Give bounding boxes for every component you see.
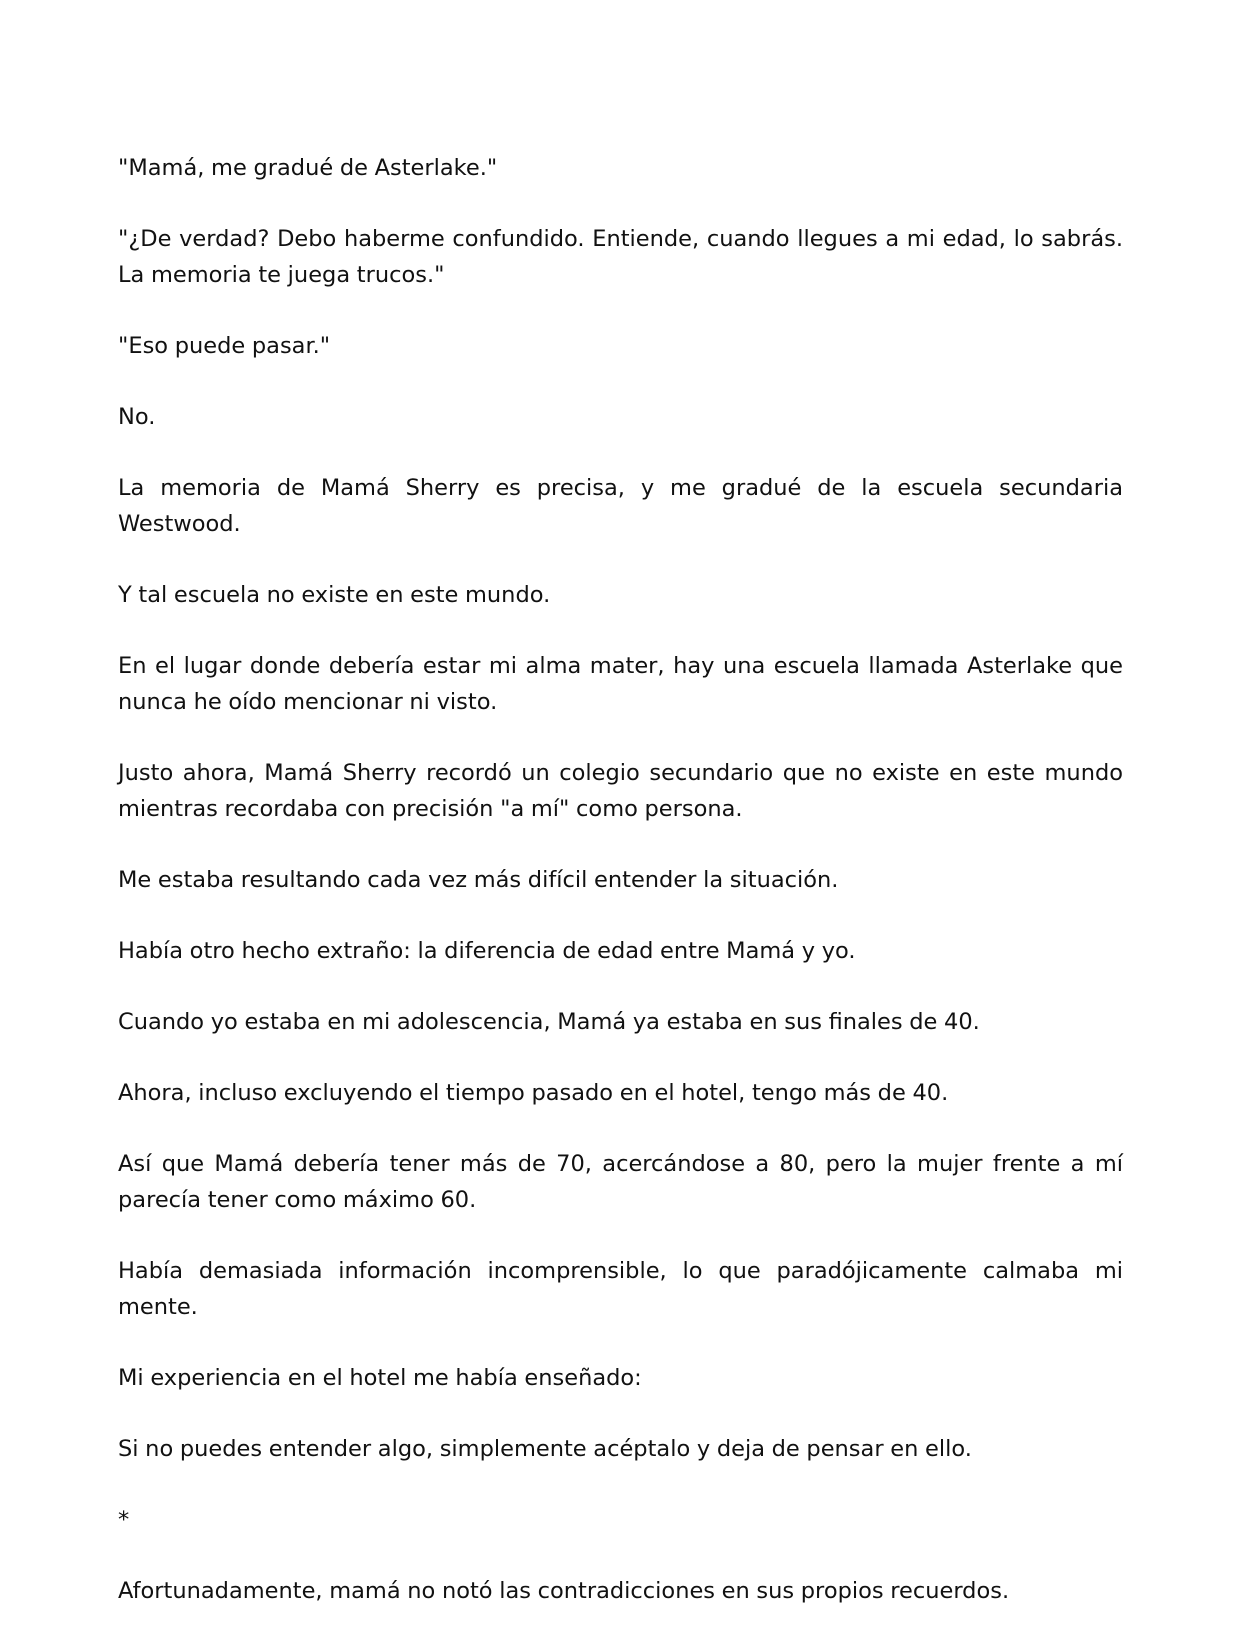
paragraph: Había demasiada información incomprensible, lo que paradójicamente calmaba mi mente. <box>118 1258 1123 1320</box>
paragraph: Afortunadamente, mamá no notó las contradicciones en sus propios recuerdos. <box>118 1578 1010 1604</box>
paragraph: Justo ahora, Mamá Sherry recordó un colegio secundario que no existe en este mundo mientras recordaba con precisión "a mí" como persona. <box>118 760 1123 822</box>
paragraph: No. <box>118 404 156 430</box>
paragraph: Así que Mamá debería tener más de 70, acercándose a 80, pero la mujer frente a mí parecía tener como máximo 60. <box>118 1151 1123 1213</box>
paragraph: "Mamá, me gradué de Asterlake." <box>118 155 498 181</box>
paragraph: "Eso puede pasar." <box>118 333 331 359</box>
paragraph: Mi experiencia en el hotel me había enseñado: <box>118 1365 642 1391</box>
paragraph: Y tal escuela no existe en este mundo. <box>118 582 551 608</box>
paragraph: Había otro hecho extraño: la diferencia de edad entre Mamá y yo. <box>118 938 856 964</box>
paragraph: "¿De verdad? Debo haberme confundido. Entiende, cuando llegues a mi edad, lo sabrás. La memoria te juega trucos." <box>118 226 1123 288</box>
paragraph: Cuando yo estaba en mi adolescencia, Mamá ya estaba en sus finales de 40. <box>118 1009 980 1035</box>
paragraph: Ahora, incluso excluyendo el tiempo pasado en el hotel, tengo más de 40. <box>118 1080 949 1106</box>
paragraph: Si no puedes entender algo, simplemente acéptalo y deja de pensar en ello. <box>118 1436 972 1462</box>
paragraph: La memoria de Mamá Sherry es precisa, y me gradué de la escuela secundaria Westwood. <box>118 475 1123 537</box>
document-page <box>118 150 1123 1644</box>
paragraph: En el lugar donde debería estar mi alma mater, hay una escuela llamada Asterlake que nunca he oído mencionar ni visto. <box>118 653 1123 715</box>
paragraph: Me estaba resultando cada vez más difícil entender la situación. <box>118 867 839 893</box>
scene-break: * <box>118 1507 130 1533</box>
